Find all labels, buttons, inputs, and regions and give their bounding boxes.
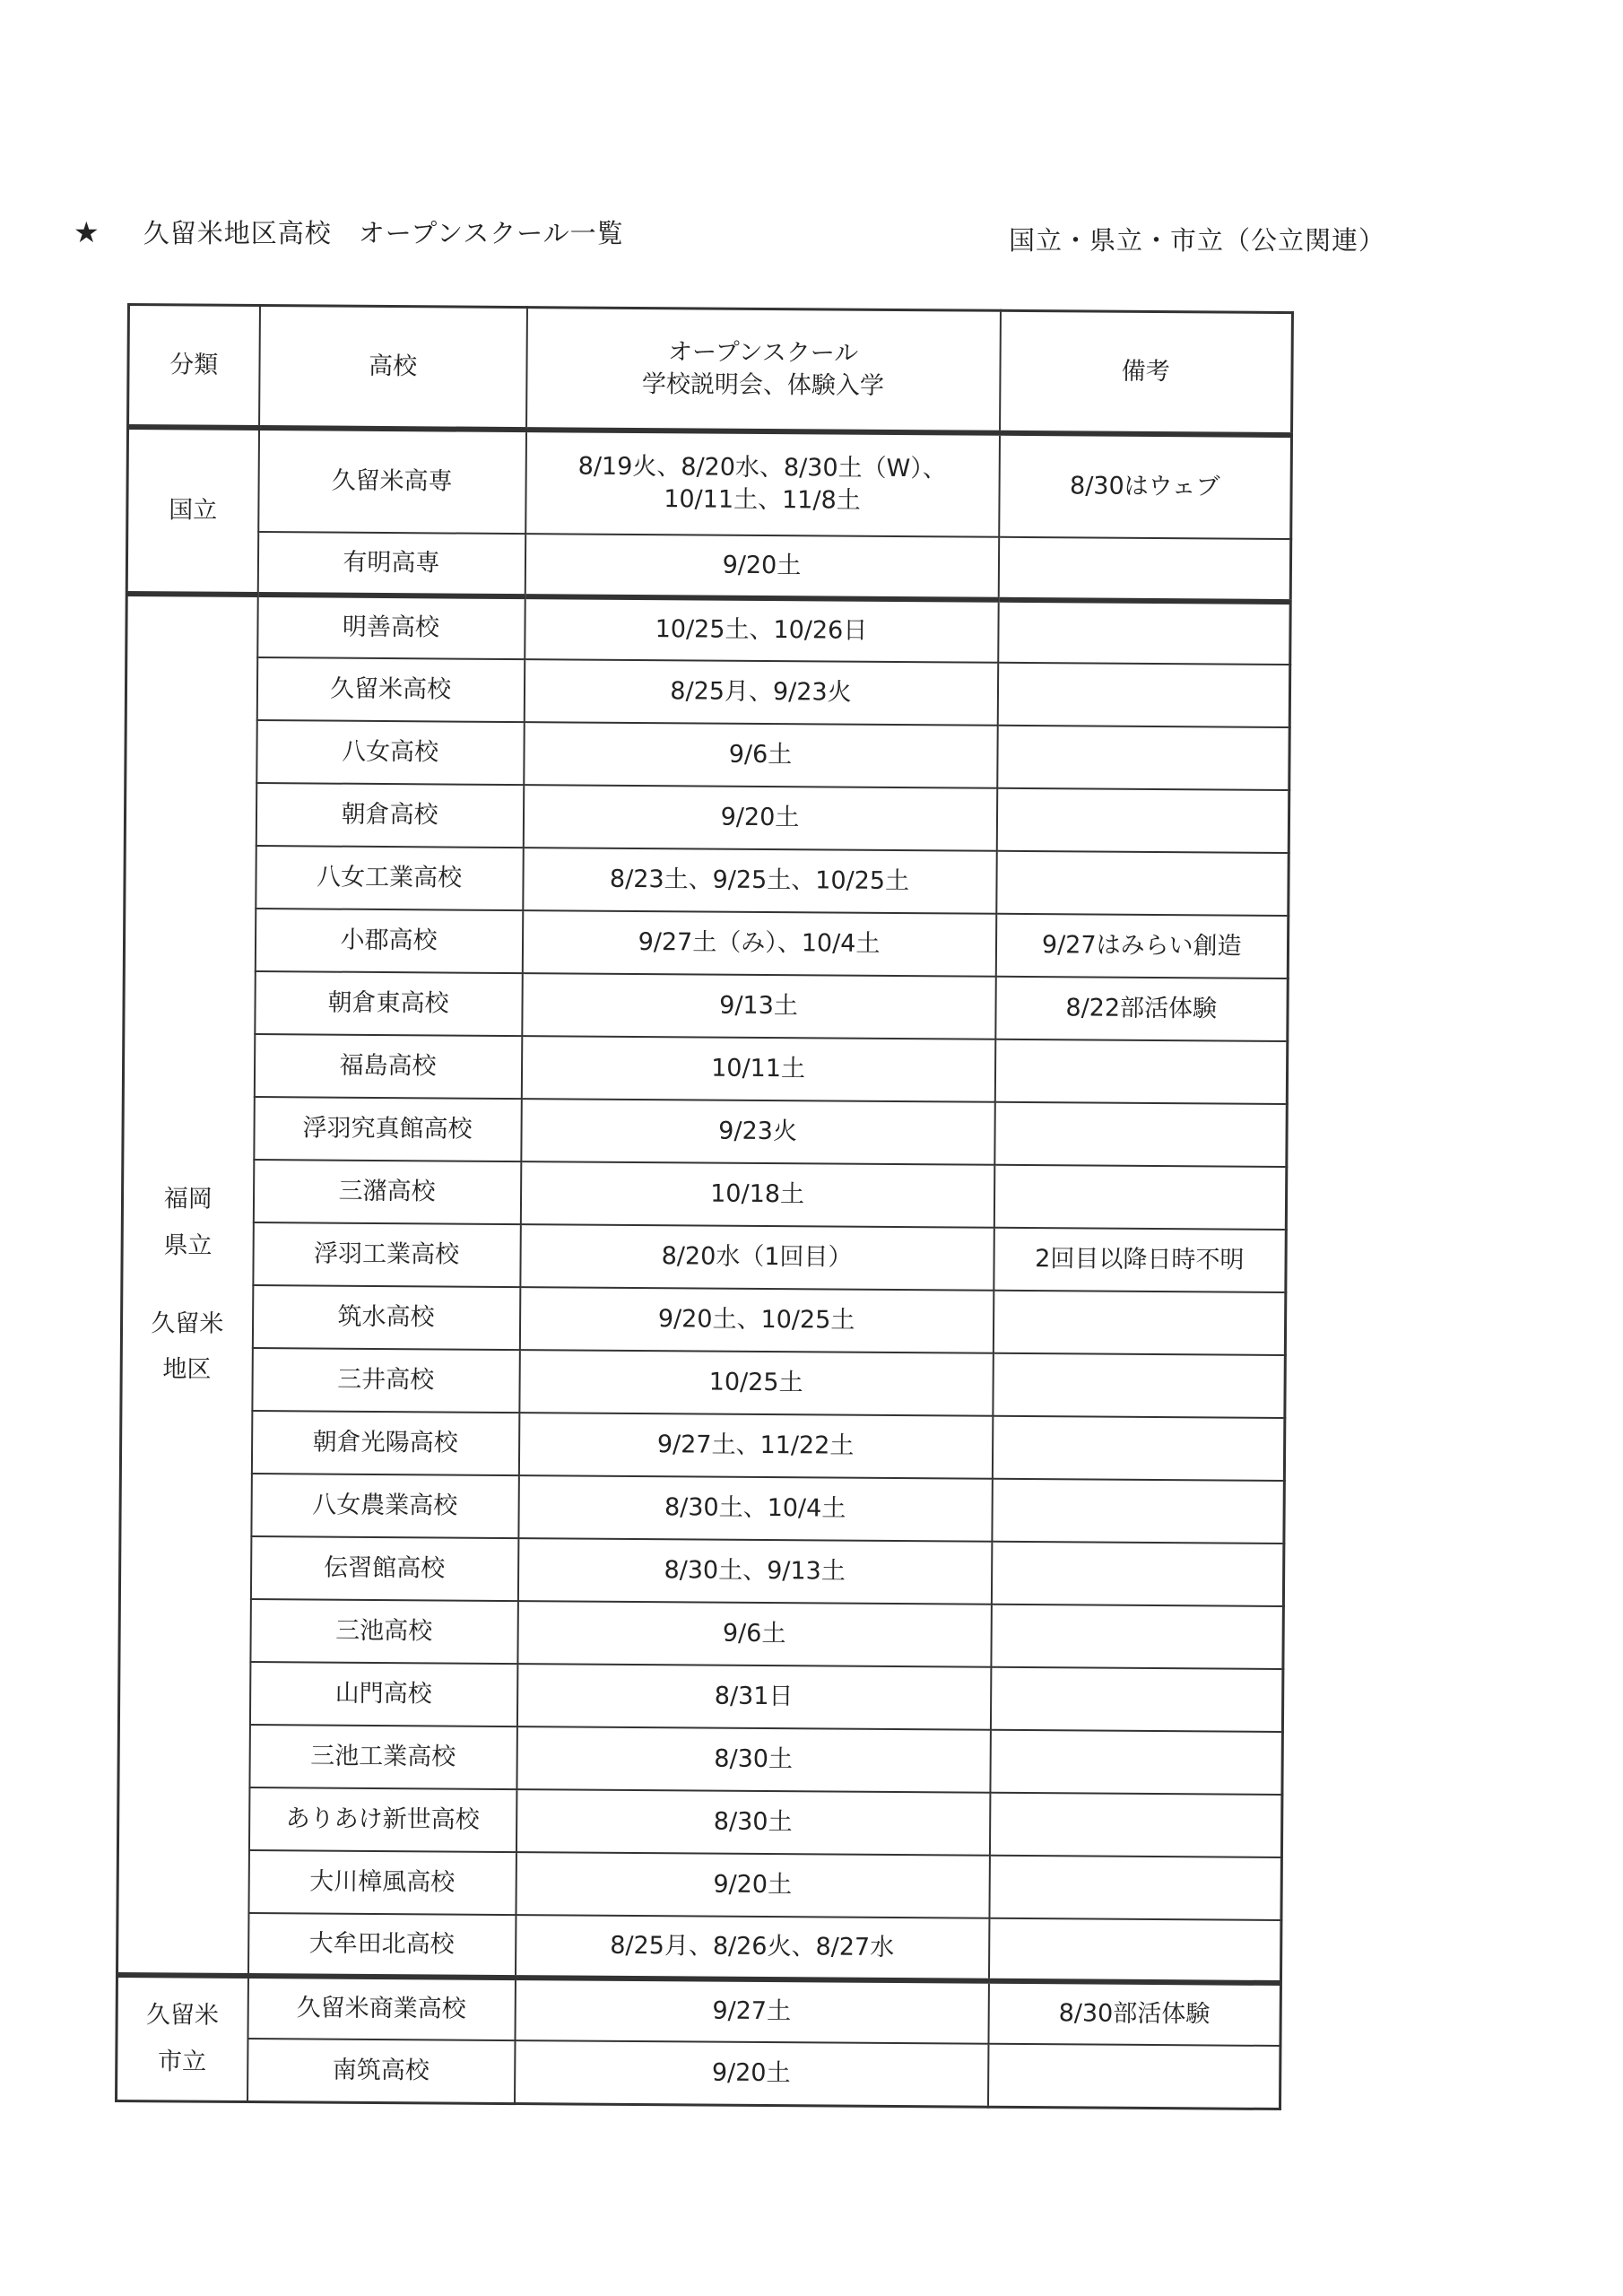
date-line: 8/30土: [714, 1744, 794, 1774]
date-line: 8/20水（1回目）: [661, 1241, 853, 1272]
school-name: 朝倉高校: [256, 783, 523, 848]
school-name: 八女高校: [256, 720, 524, 785]
table-body: [117, 427, 1292, 2109]
header-category: 分類: [128, 305, 260, 429]
category-label: 市立: [157, 2048, 207, 2076]
notes-cell: [989, 1793, 1281, 1857]
date-line: 9/20土、10/25土: [657, 1304, 855, 1335]
table-row: [125, 782, 1289, 853]
category-label: 久留米: [151, 1309, 224, 1338]
open-school-dates: [525, 534, 998, 600]
table-row: [126, 531, 1290, 602]
table-row: [117, 1787, 1281, 1857]
school-name: 大川樟風高校: [248, 1850, 516, 1915]
school-name: 三井高校: [252, 1348, 519, 1413]
notes-cell: [997, 726, 1289, 790]
date-line: 8/23土、9/25土、10/25土: [609, 865, 910, 895]
open-school-dates: [524, 722, 997, 788]
header-notes: 備考: [1000, 310, 1293, 435]
page-title-text: 久留米地区高校 オープンスクール一覧: [143, 218, 624, 248]
open-school-dates: [517, 1538, 991, 1605]
open-school-dates: [517, 1601, 991, 1667]
school-name: 筑水高校: [252, 1285, 519, 1350]
table-row: [124, 908, 1288, 978]
date-line: 10/18土: [710, 1179, 805, 1209]
school-name: 久留米商業高校: [247, 1976, 515, 2040]
star-icon: ★: [74, 214, 100, 249]
table-row: [123, 1033, 1287, 1104]
table-row: [127, 427, 1292, 539]
category-label: 地区: [162, 1355, 212, 1384]
open-school-dates: [519, 1287, 993, 1353]
table-row: [119, 1535, 1283, 1606]
notes-cell: [992, 1416, 1284, 1481]
page-subtitle: 国立・県立・市立（公立関連）: [1009, 225, 1386, 256]
table-row: [121, 1284, 1285, 1355]
notes-cell: [987, 2044, 1280, 2109]
date-line: 9/20土: [711, 2058, 791, 2087]
school-name: 三潴高校: [253, 1160, 520, 1224]
date-line: 8/30土: [713, 1807, 793, 1836]
date-line: 9/27土（み）、10/4土: [638, 927, 881, 958]
open-school-dates: [514, 2040, 987, 2107]
open-school-dates: [520, 1161, 994, 1228]
table-row: [122, 1222, 1286, 1292]
table-row: [123, 1096, 1287, 1167]
category-label: 県立: [163, 1231, 213, 1260]
open-school-dates: [520, 1224, 994, 1291]
category-label: 久留米: [145, 2001, 220, 2031]
notes-cell: [998, 600, 1290, 665]
school-name: ありあけ新世高校: [248, 1787, 516, 1852]
school-name: 小郡高校: [255, 909, 522, 973]
date-line: 8/31日: [714, 1682, 794, 1711]
open-school-dates: [523, 848, 996, 914]
school-name: 明善高校: [257, 595, 525, 659]
school-name: 朝倉光陽高校: [251, 1411, 518, 1475]
notes-cell: [994, 1039, 1287, 1104]
table-row: [118, 1724, 1282, 1795]
table-row: [117, 1975, 1280, 2046]
school-name: 久留米高専: [258, 428, 526, 534]
school-name: 有明高専: [257, 532, 525, 596]
school-name: 南筑高校: [247, 2039, 515, 2103]
open-school-dates: [525, 596, 998, 663]
date-line: 9/20土: [713, 1870, 793, 1899]
open-school-dates: [518, 1475, 992, 1542]
table-row: [117, 2038, 1280, 2109]
header-school: 高校: [259, 306, 527, 430]
notes-cell: [993, 1353, 1285, 1418]
open-school-dates: [516, 1726, 990, 1793]
table-row: [117, 1912, 1280, 1983]
table-row: [126, 594, 1290, 665]
open-school-dates: [521, 1099, 994, 1165]
notes-cell: [991, 1605, 1283, 1669]
notes-cell: [989, 1856, 1281, 1920]
school-name: 三池高校: [250, 1599, 517, 1664]
open-school-dates: [516, 1852, 989, 1918]
date-line: 9/6土: [722, 1619, 786, 1648]
notes-cell: [996, 851, 1289, 916]
notes-cell: 9/27はみらい創造: [995, 914, 1288, 978]
open-school-dates: [523, 785, 996, 851]
open-school-dates: [516, 1789, 989, 1856]
date-line: 9/20土: [722, 551, 802, 580]
date-line: 9/13土: [719, 991, 798, 1021]
category-cell: [117, 594, 257, 1976]
header-open-school-line2: 学校説明会、体験入学: [641, 370, 884, 400]
table-row: [124, 970, 1288, 1041]
header-open-school: [526, 308, 1001, 433]
table-row: [118, 1661, 1282, 1732]
open-school-dates: [515, 1978, 988, 2044]
open-school-dates: [518, 1413, 992, 1479]
category-label: 福岡: [163, 1185, 213, 1214]
school-name: 伝習館高校: [250, 1536, 517, 1601]
table-row: [119, 1598, 1283, 1669]
open-school-dates: [522, 910, 995, 977]
open-school-dates: [516, 1664, 990, 1730]
date-line: 8/19火、8/20水、8/30土（W）、: [577, 452, 947, 483]
date-line: 9/27土: [712, 1996, 792, 2025]
notes-cell: [990, 1667, 1282, 1732]
notes-cell: 8/30はウェブ: [999, 433, 1292, 539]
notes-cell: 8/30部活体験: [988, 1981, 1280, 2046]
header-open-school-line1: オープンスクール: [667, 337, 859, 368]
page-title: [74, 213, 624, 250]
date-line: 10/25土、10/26日: [655, 614, 868, 645]
date-line: 10/11土、11/8土: [664, 485, 861, 515]
notes-cell: [988, 1918, 1280, 1983]
date-line: 8/30土、9/13土: [664, 1555, 846, 1586]
date-line: 8/30土、10/4土: [664, 1492, 846, 1523]
notes-cell: [997, 663, 1289, 727]
open-school-table: [115, 303, 1294, 2110]
open-school-dates: [515, 1915, 988, 1981]
notes-cell: [991, 1542, 1283, 1606]
table-row: [121, 1347, 1285, 1418]
notes-cell: [998, 537, 1290, 602]
category-cell: [117, 1975, 248, 2101]
open-school-dates: [521, 1036, 994, 1102]
date-line: 9/23火: [718, 1117, 797, 1146]
table-row: [126, 657, 1289, 727]
table-row: [120, 1410, 1284, 1481]
school-name: 福島高校: [254, 1034, 521, 1099]
date-line: 8/25月、8/26火、8/27水: [610, 1931, 895, 1961]
date-line: 8/25月、9/23火: [670, 677, 852, 707]
date-line: 9/6土: [728, 740, 793, 769]
category-cell: [126, 427, 258, 595]
notes-cell: [994, 1102, 1287, 1167]
notes-cell: [993, 1291, 1285, 1355]
school-name: 朝倉東高校: [255, 971, 522, 1036]
table-row: [122, 1159, 1286, 1230]
open-school-dates: [519, 1350, 993, 1416]
date-line: 9/27土、11/22土: [656, 1430, 855, 1460]
open-school-dates: [525, 430, 1000, 537]
notes-cell: 2回目以降日時不明: [994, 1228, 1286, 1292]
notes-cell: [992, 1479, 1284, 1544]
notes-cell: 8/22部活体験: [995, 977, 1288, 1041]
category-label: 国立: [169, 496, 218, 526]
school-name: 八女工業高校: [256, 846, 523, 910]
school-name: 大牟田北高校: [247, 1913, 515, 1978]
school-name: 八女農業高校: [251, 1474, 518, 1538]
notes-cell: [994, 1165, 1286, 1230]
date-line: 9/20土: [720, 803, 800, 832]
school-name: 浮羽工業高校: [253, 1222, 520, 1287]
school-name: 山門高校: [249, 1662, 516, 1726]
open-school-dates: [524, 659, 997, 726]
school-name: 浮羽究真館高校: [254, 1097, 521, 1161]
date-line: 10/11土: [711, 1054, 806, 1083]
date-line: 10/25土: [708, 1368, 803, 1397]
table-header: [128, 305, 1293, 436]
open-school-dates: [522, 973, 995, 1039]
notes-cell: [990, 1730, 1282, 1795]
table-row: [120, 1473, 1284, 1544]
notes-cell: [996, 788, 1289, 853]
school-name: 久留米高校: [256, 657, 524, 722]
table-row: [125, 845, 1289, 916]
table-row: [117, 1849, 1281, 1920]
table-row: [126, 719, 1289, 790]
school-name: 三池工業高校: [249, 1725, 516, 1789]
